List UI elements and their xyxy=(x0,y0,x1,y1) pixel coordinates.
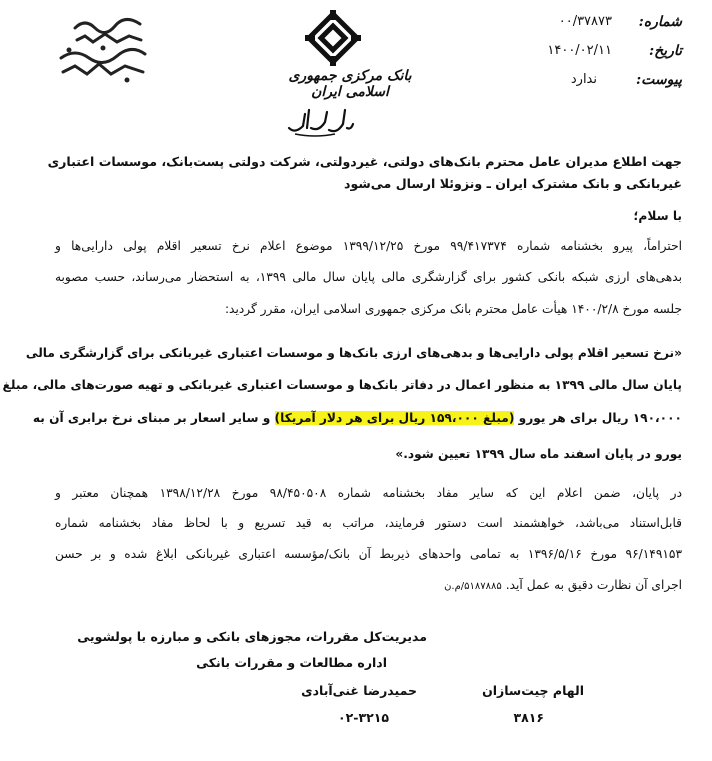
addressee-line-1: جهت اطلاع مدیران عامل محترم بانک‌های دولتی، غیردولتی، شرکت دولتی پست‌بانک، موسسات اعتباری xyxy=(47,154,682,169)
paragraph-2-line-4 xyxy=(444,578,682,592)
resolution-line-4: یورو در پایان اسفند ماه سال ۱۳۹۹ تعیین شود.» xyxy=(395,447,682,461)
resolution-line-2: پایان سال مالی ۱۳۹۹ به منظور اعمال در دفاتر بانک‌ها و موسسات اعتباری غیربانکی و تهیه صورت‌های مالی، مبلغ xyxy=(2,378,682,392)
paragraph-1-line-1: احتراماً، پیرو بخشنامه شماره ۹۹/۴۱۷۳۷۴ مورخ ۱۳۹۹/۱۲/۲۵ موضوع اعلام نرخ تسعیر اقلام پولی دارایی‌ها و xyxy=(55,239,682,253)
number-label: شماره: xyxy=(638,14,682,30)
resolution-line-1: «نرخ تسعیر اقلام پولی دارایی‌ها و بدهی‌های ارزی بانک‌ها و موسسات اعتباری غیربانکی برای گزارشگری مالی xyxy=(25,346,682,360)
paragraph-2-closing: اجرای آن نظارت دقیق به عمل آید. xyxy=(505,578,682,592)
dollar-rate-highlight: (مبلغ ۱۵۹،۰۰۰ ریال برای هر دلار آمریکا) xyxy=(274,411,515,425)
signer-1-ext: ۰۲-۳۲۱۵ xyxy=(338,710,389,725)
number-value: ۰۰/۳۷۸۷۳ xyxy=(558,14,612,29)
letter-number xyxy=(482,14,682,36)
resolution-euro-rate: ۱۹۰،۰۰۰ ریال برای هر یورو xyxy=(514,411,682,425)
paragraph-2-line-1: در پایان، ضمن اعلام این که سایر مفاد بخشنامه شماره ۹۸/۴۵۰۵۰۸ مورخ ۱۳۹۸/۱۲/۲۸ همچنان معتبر و xyxy=(55,486,682,500)
bismillah-calligraphy xyxy=(285,104,355,138)
paragraph-1-line-3: جلسه مورخ ۱۴۰۰/۲/۸ هیأت عامل محترم بانک مرکزی جمهوری اسلامی ایران، مقرر گردید: xyxy=(224,302,682,316)
urgent-stamp xyxy=(55,14,150,84)
letter-date xyxy=(482,43,682,65)
letter-attachment xyxy=(482,72,682,94)
resolution-line-3 xyxy=(32,411,682,425)
greeting: با سلام؛ xyxy=(633,209,682,223)
resolution-line-3-end: و سایر اسعار بر مبنای نرخ برابری آن به xyxy=(32,411,275,425)
signer-1-name: حمیدرضا غنی‌آبادی xyxy=(301,683,417,698)
paragraph-2-line-3: ۹۶/۱۴۹۱۵۳ مورخ ۱۳۹۶/۵/۱۶ به تمامی واحدهای ذیربط آن بانک/مؤسسه اعتباری غیربانکی ابلاغ شده و بر حسن xyxy=(55,547,683,561)
date-value: ۱۴۰۰/۰۲/۱۱ xyxy=(547,43,612,58)
central-bank-logo-icon xyxy=(305,10,361,66)
date-label: تاریخ: xyxy=(648,43,682,59)
reference-code: ۵۱۸۷۸۸۵/م.ن xyxy=(444,581,502,592)
signer-2-name: الهام چیت‌سازان xyxy=(482,683,584,698)
signature-dept-1: مدیریت‌کل مقررات، مجوزهای بانکی و مبارزه با پولشویی xyxy=(77,629,427,644)
paragraph-2-line-2: قابل‌استناد می‌باشد، خواهشمند است دستور فرمایند، مراتب به قید تسریع و با لحاظ مفاد بخشنامه شماره xyxy=(55,516,682,530)
attachment-label: پیوست: xyxy=(636,72,682,88)
attachment-value: ندارد xyxy=(570,72,597,87)
bank-name: بانک مرکزی جمهوری اسلامی ایران xyxy=(288,68,412,100)
addressee-line-2: غیربانکی و بانک مشترک ایران ـ ونزوئلا ارسال می‌شود xyxy=(344,176,682,191)
signer-2-ext: ۳۸۱۶ xyxy=(513,710,544,725)
signature-dept-2: اداره مطالعات و مقررات بانکی xyxy=(196,655,387,670)
paragraph-1-line-2: بدهی‌های ارزی شبکه بانکی کشور برای گزارشگری مالی پایان سال مالی ۱۳۹۹، به استحضار می‌رساند، حسب مصوبه xyxy=(55,270,682,284)
